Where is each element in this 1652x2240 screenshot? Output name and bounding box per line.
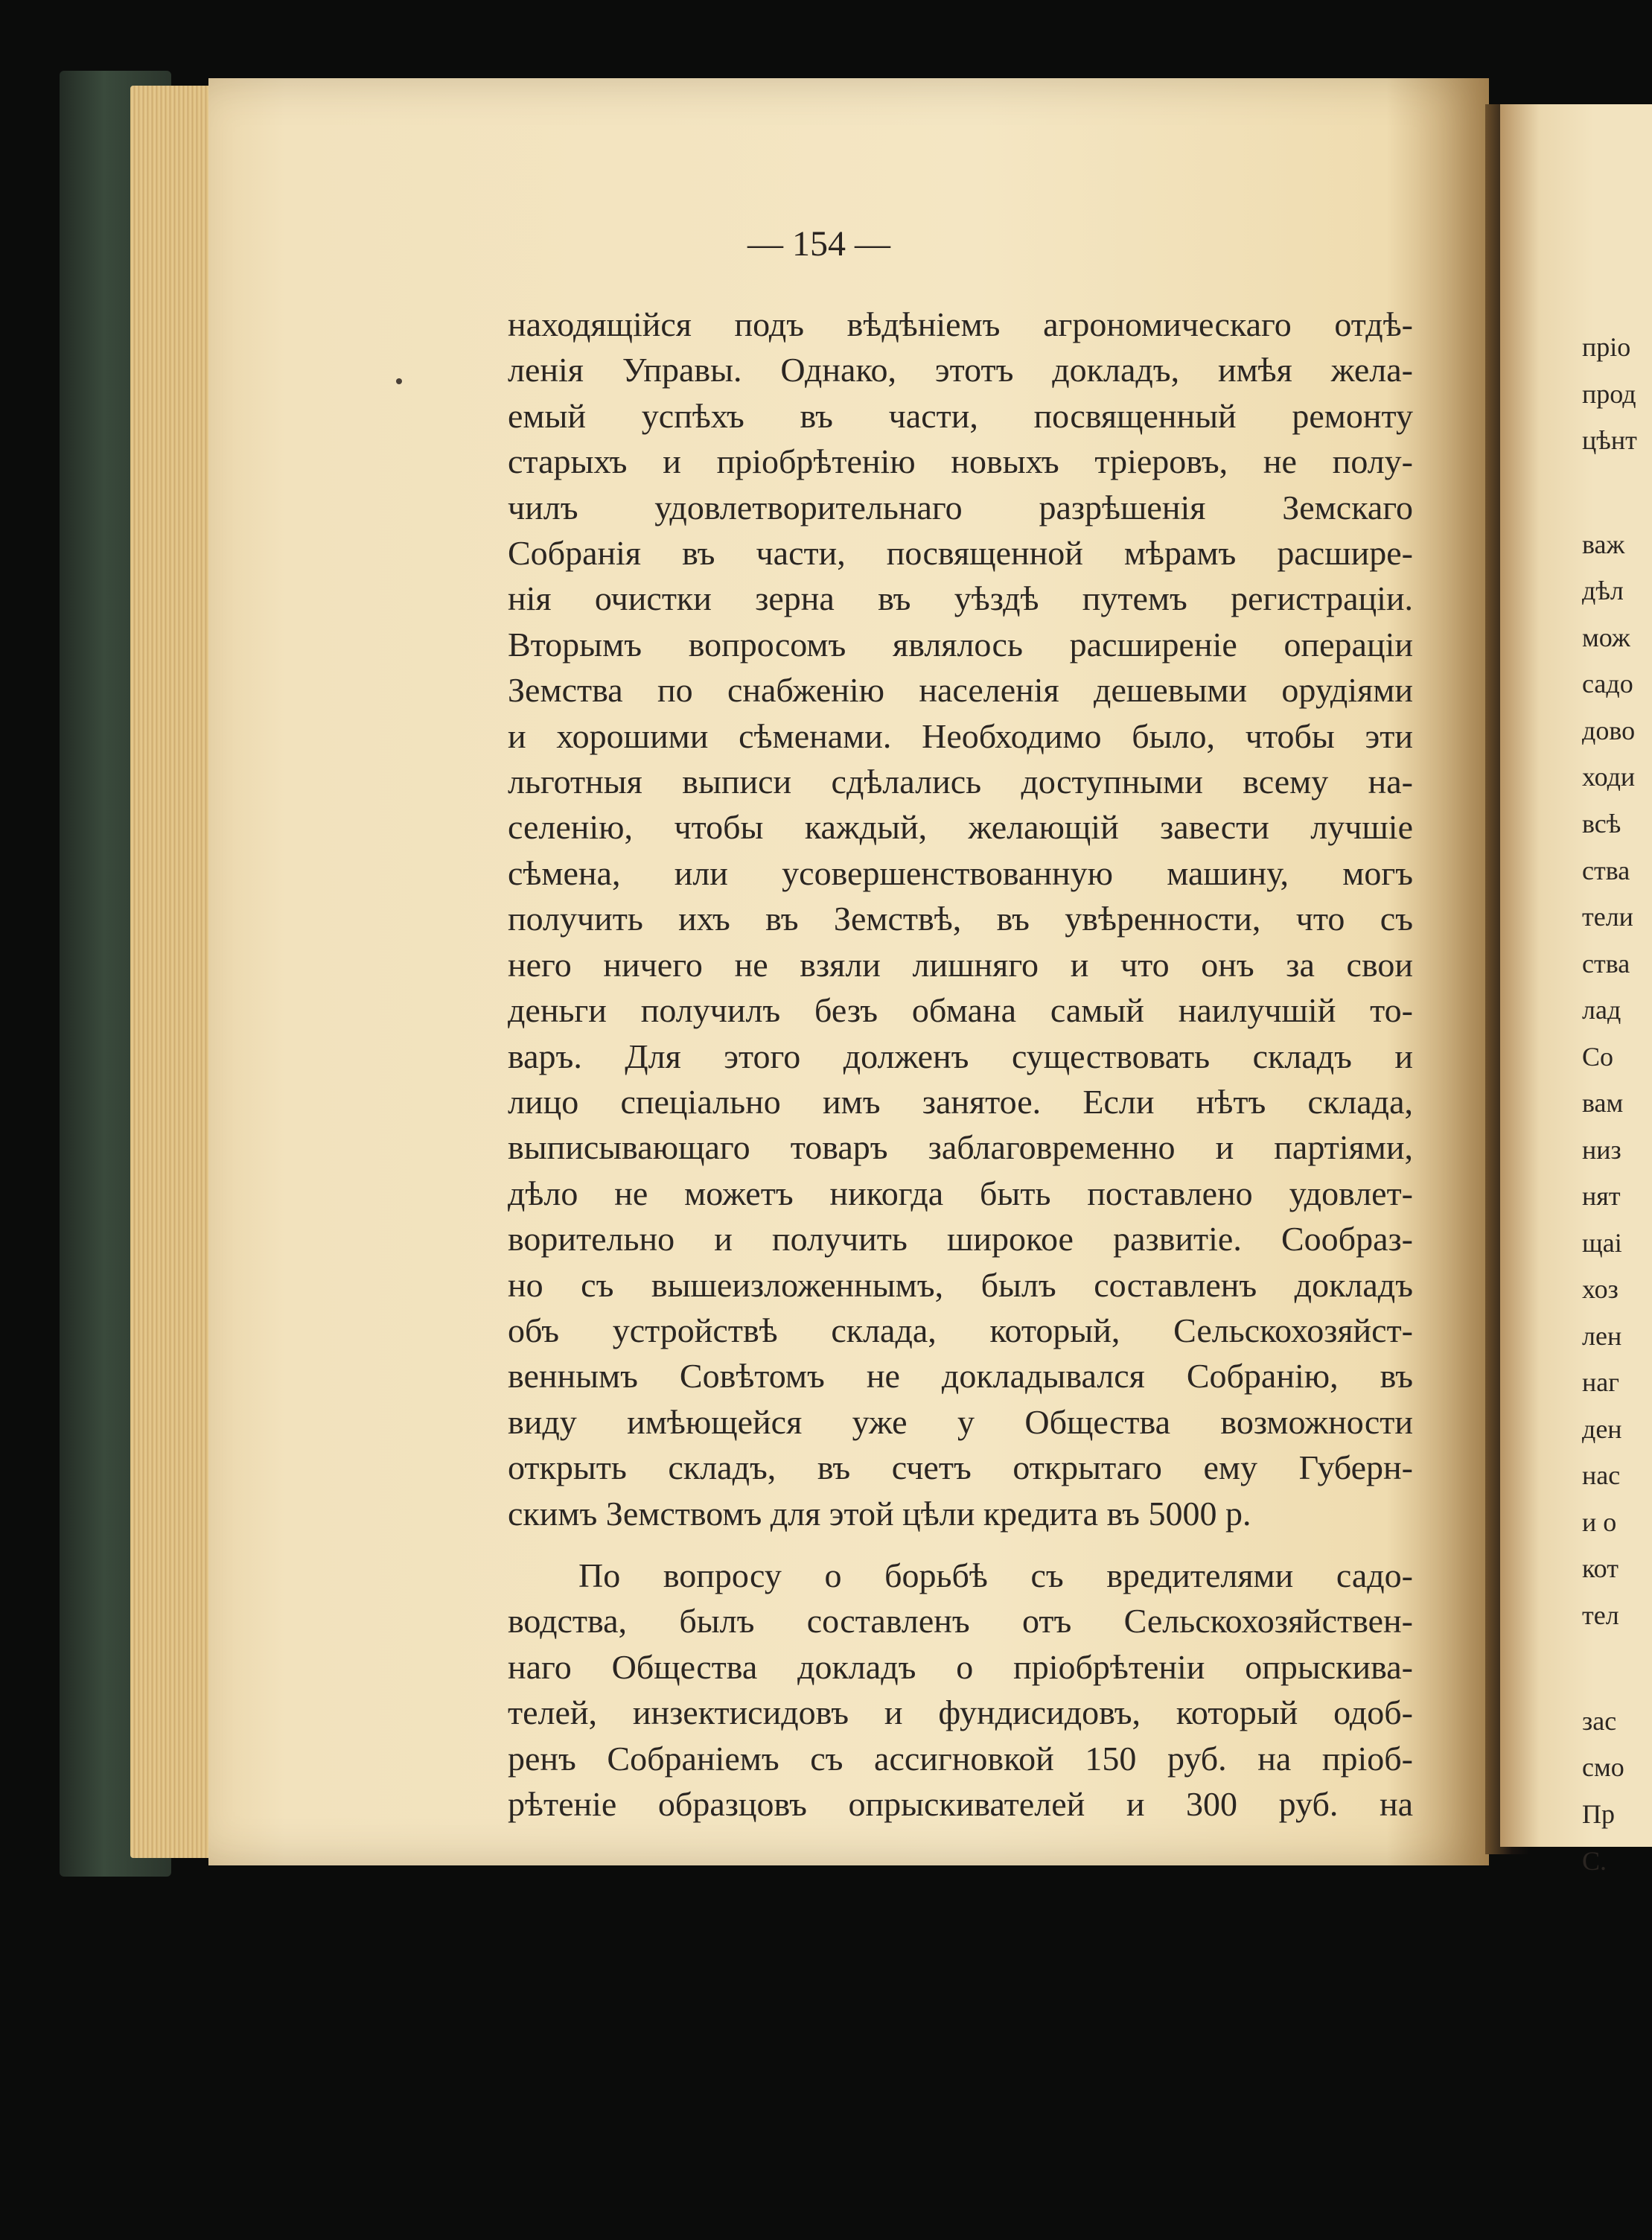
text-line: селенію, чтобы каждый, желающій завести лучшіе bbox=[508, 808, 1413, 847]
next-page-fragment: щаі bbox=[1582, 1228, 1622, 1258]
next-page-fragment: нят bbox=[1582, 1181, 1621, 1211]
next-page-fragment: хоз bbox=[1582, 1274, 1618, 1304]
text-line: сѣмена, или усовершенствованную машину, могъ bbox=[508, 853, 1413, 892]
next-page-fragment: ходи bbox=[1582, 762, 1636, 792]
next-page-fragment: важ bbox=[1582, 529, 1625, 559]
text-line: скимъ Земствомъ для этой цѣли кредита въ 5000 р. bbox=[508, 1494, 1251, 1533]
text-line: лицо спеціально имъ занятое. Если нѣтъ склада, bbox=[508, 1082, 1413, 1121]
next-page-fragment: пріо bbox=[1582, 332, 1631, 362]
next-page-fragment: С. bbox=[1582, 1846, 1607, 1876]
next-page-fragment: наг bbox=[1582, 1367, 1620, 1397]
next-page-fragment: Пр bbox=[1582, 1799, 1615, 1829]
text-line: открыть складъ, въ счетъ открытаго ему Губерн- bbox=[508, 1448, 1413, 1487]
next-page-fragment: дово bbox=[1582, 716, 1636, 745]
next-page-fragment: вам bbox=[1582, 1088, 1624, 1118]
text-line: По вопросу о борьбѣ съ вредителями садо- bbox=[578, 1556, 1413, 1594]
text-line: Земства по снабженію населенія дешевыми орудіями bbox=[508, 671, 1413, 710]
text-line: объ устройствѣ склада, который, Сельскохозяйст- bbox=[508, 1311, 1413, 1349]
text-line: выписывающаго товаръ заблаговременно и партіями, bbox=[508, 1128, 1413, 1167]
text-line: льготныя выписи сдѣлались доступными всему на- bbox=[508, 763, 1413, 801]
next-page-fragment: прод bbox=[1582, 379, 1636, 409]
text-line: варъ. Для этого долженъ существовать складъ и bbox=[508, 1037, 1413, 1075]
next-page-fragment: нас bbox=[1582, 1460, 1621, 1490]
next-page-fragment: лен bbox=[1582, 1321, 1622, 1351]
text-line: рѣтеніе образцовъ опрыскивателей и 300 руб. на bbox=[508, 1785, 1413, 1823]
next-page-fragment: ден bbox=[1582, 1414, 1622, 1444]
next-page-fragment: всѣ bbox=[1582, 809, 1621, 839]
text-line: Вторымъ вопросомъ являлось расширеніе операціи bbox=[508, 625, 1413, 664]
text-line: емый успѣхъ въ части, посвященный ремонту bbox=[508, 396, 1413, 435]
text-line: ленія Управы. Однако, этотъ докладъ, имѣя жела- bbox=[508, 351, 1413, 389]
text-line: наго Общества докладъ о пріобрѣтеніи опрыскива- bbox=[508, 1647, 1413, 1686]
text-line: нія очистки зерна въ уѣздѣ путемъ регистраціи. bbox=[508, 579, 1413, 618]
next-page-fragment: тел bbox=[1582, 1600, 1619, 1630]
next-page-fragment: смо bbox=[1582, 1752, 1624, 1782]
next-page-fragment: цѣнт bbox=[1582, 425, 1637, 455]
next-page-fragment: тели bbox=[1582, 902, 1633, 932]
text-line: Собранія въ части, посвященной мѣрамъ расшире- bbox=[508, 534, 1413, 573]
text-line: но съ вышеизложеннымъ, былъ составленъ докладъ bbox=[508, 1265, 1413, 1304]
next-page-fragment: дѣл bbox=[1582, 576, 1624, 605]
next-page-fragment: ства bbox=[1582, 856, 1630, 885]
text-line: находящійся подъ вѣдѣніемъ агрономическаго отдѣ- bbox=[508, 305, 1413, 343]
next-page-fragment: Со bbox=[1582, 1042, 1614, 1072]
next-page-fragment: садо bbox=[1582, 669, 1633, 699]
text-line: телей, инзектисидовъ и фундисидовъ, который одоб- bbox=[508, 1693, 1413, 1732]
next-page-fragment: кот bbox=[1582, 1553, 1618, 1583]
text-line: дѣло не можетъ никогда быть поставлено удовлет- bbox=[508, 1174, 1413, 1212]
next-page-fragment: ства bbox=[1582, 949, 1630, 979]
next-page-fragment: лад bbox=[1582, 995, 1621, 1025]
next-page-fragment: и о bbox=[1582, 1507, 1617, 1537]
text-line: водства, былъ составленъ отъ Сельскохозяйствен- bbox=[508, 1602, 1413, 1641]
text-line: старыхъ и пріобрѣтенію новыхъ тріеровъ, не полу- bbox=[508, 442, 1413, 481]
text-line: него ничего не взяли лишняго и что онъ за свои bbox=[508, 945, 1413, 984]
next-page-fragment: мож bbox=[1582, 623, 1630, 652]
text-line: веннымъ Совѣтомъ не докладывался Собранію, въ bbox=[508, 1357, 1413, 1396]
next-page-fragment: низ bbox=[1582, 1135, 1621, 1165]
page-number: — 154 — bbox=[747, 224, 890, 264]
text-line: и хорошими сѣменами. Необходимо было, чтобы эти bbox=[508, 716, 1413, 755]
text-line: чилъ удовлетворительнаго разрѣшенія Земскаго bbox=[508, 488, 1413, 526]
next-page-fragment: зас bbox=[1582, 1706, 1617, 1736]
text-line: ренъ Собраніемъ съ ассигновкой 150 руб. на пріоб- bbox=[508, 1739, 1413, 1778]
text-line: ворительно и получить широкое развитіе. Сообраз- bbox=[508, 1220, 1413, 1259]
body-text bbox=[508, 302, 1413, 1827]
text-line: виду имѣющейся уже у Общества возможности bbox=[508, 1402, 1413, 1441]
text-line: получить ихъ въ Земствѣ, въ увѣренности, что съ bbox=[508, 900, 1413, 938]
margin-mark bbox=[396, 378, 402, 384]
text-line: деньги получилъ безъ обмана самый наилучшій то- bbox=[508, 991, 1413, 1030]
